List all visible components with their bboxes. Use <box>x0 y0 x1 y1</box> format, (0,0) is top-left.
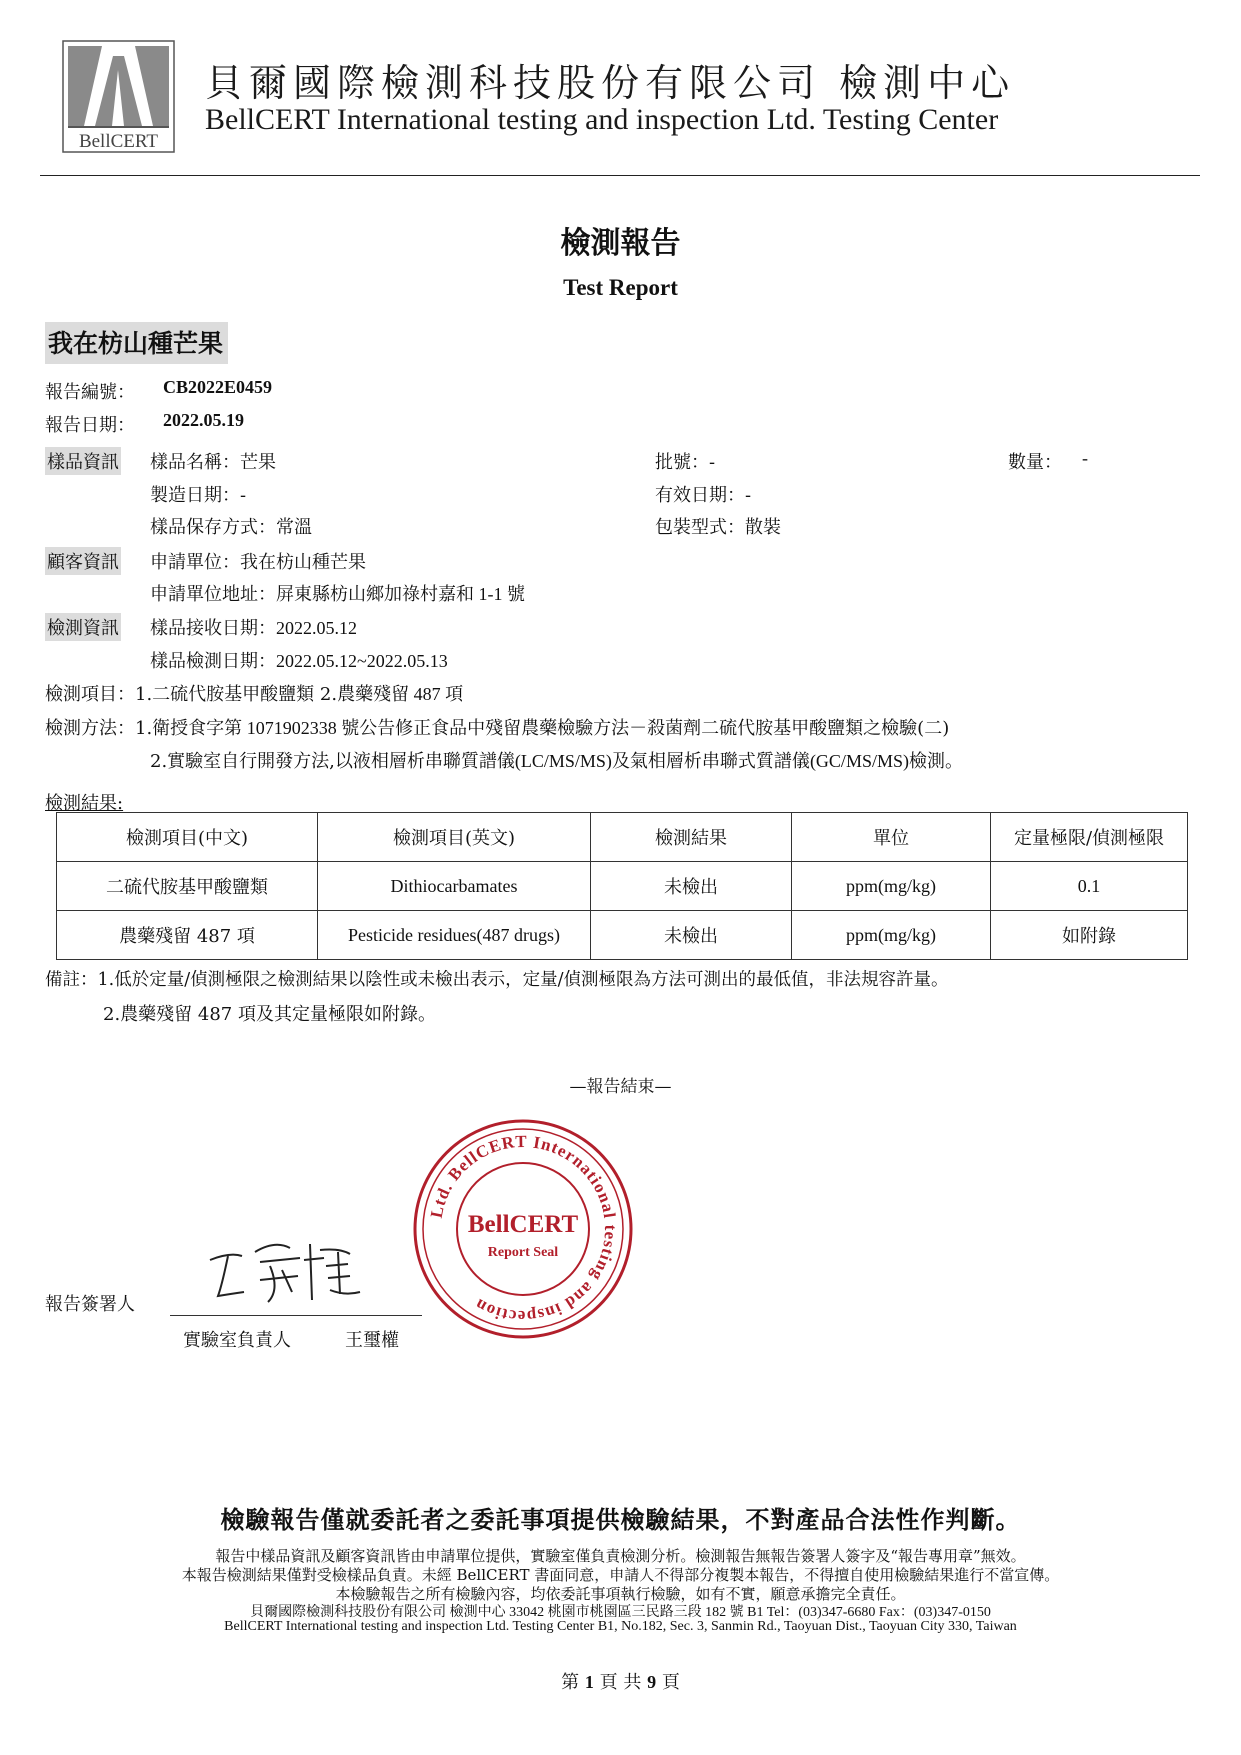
test-date <box>150 647 448 673</box>
svg-text:BellCERT: BellCERT <box>467 1211 579 1238</box>
table-cell: 農藥殘留 487 項 <box>57 911 318 960</box>
signature-line <box>170 1315 422 1316</box>
report-number-label: 報告編號： <box>45 382 135 403</box>
applicant-address-label: 申請單位地址：屏東縣枋山鄉加祿村嘉和 <box>150 584 474 605</box>
footer-line-1: 報告中樣品資訊及顧客資訊皆由申請單位提供，實驗室僅負責檢測分析。檢測報告無報告簽署人簽字及“報告專用章”無效。 <box>215 1547 1026 1565</box>
sample-batch: 批號：- <box>655 452 716 473</box>
table-cell: ppm(mg/kg) <box>792 911 991 960</box>
company-name-cn: 貝爾國際檢測科技股份有限公司 檢測中心 <box>205 61 1016 105</box>
company-name-en: BellCERT International testing and inspection Ltd. Testing Center <box>205 103 999 136</box>
page-total: 9 <box>647 1672 657 1692</box>
report-end-marker: —報告結束— <box>569 1077 672 1097</box>
applicant-address <box>150 580 525 606</box>
signer-name: 王璽權 <box>345 1330 399 1351</box>
signer-role: 實驗室負責人 <box>183 1330 291 1351</box>
method-2-gcms: (GC/MS/MS) <box>809 751 909 771</box>
page-suffix: 頁 <box>661 1672 680 1693</box>
footer-line-2: 本報告檢測結果僅對受檢樣品負責。未經 BellCERT 書面同意，申請人不得部分複製本報告，不得擅自使用檢驗結果進行不當宣傳。 <box>181 1566 1060 1584</box>
applicant-unit: 申請單位：我在枋山種芒果 <box>150 552 366 573</box>
expiry-date: 有效日期：- <box>655 485 752 506</box>
page-prefix: 第 <box>561 1672 580 1693</box>
test-method-line-2 <box>150 747 963 773</box>
test-method-rest: 號公告修正食品中殘留農藥檢驗方法－殺菌劑二硫代胺基甲酸鹽類之檢驗(二) <box>341 718 950 739</box>
sample-quantity-value: - <box>1082 448 1088 468</box>
report-seal <box>412 1118 634 1340</box>
receive-date <box>150 614 357 640</box>
note-1: 備註：1.低於定量/偵測極限之檢測結果以陰性或未檢出表示，定量/偵測極限為方法可測出的最低值，非法規容許量。 <box>45 970 949 990</box>
page-middle: 頁 共 <box>599 1672 642 1693</box>
svg-text:BellCERT: BellCERT <box>78 131 159 152</box>
receive-date-value: 2022.05.12 <box>276 618 357 638</box>
test-date-value: 2022.05.12~2022.05.13 <box>276 651 448 671</box>
column-header: 檢測結果 <box>591 813 792 862</box>
sample-info-section: 樣品資訊 <box>45 447 121 475</box>
logo-mark-icon <box>62 40 175 153</box>
report-title-cn: 檢測報告 <box>560 226 681 261</box>
report-date-label: 報告日期： <box>45 415 135 436</box>
column-header: 單位 <box>792 813 991 862</box>
method-2-part-a: 2.實驗室自行開發方法,以液相層析串聯質譜儀 <box>150 751 515 772</box>
table-cell: 未檢出 <box>591 911 792 960</box>
report-number-value: CB2022E0459 <box>163 377 273 397</box>
method-2-part-e: 檢測。 <box>908 751 963 772</box>
sample-quantity-label: 數量： <box>1008 452 1062 473</box>
table-cell: 未檢出 <box>591 862 792 911</box>
test-method-label: 檢測方法：1.衛授食字第 <box>45 718 243 739</box>
table-cell: Pesticide residues(487 drugs) <box>318 911 591 960</box>
report-title-en: Test Report <box>563 275 678 300</box>
method-2-part-c: 及氣相層析串聯式質譜儀 <box>611 751 810 772</box>
table-cell: 0.1 <box>991 862 1188 911</box>
customer-info-section: 顧客資訊 <box>45 547 121 575</box>
test-date-label: 樣品檢測日期： <box>150 651 276 672</box>
test-method-doc-number: 1071902338 <box>242 718 342 738</box>
handwritten-signature <box>200 1230 370 1310</box>
applicant-address-number: 1-1 號 <box>474 584 525 604</box>
table-row <box>57 862 1188 911</box>
test-items-label: 檢測項目：1.二硫代胺基甲酸鹽類 2.農藥殘留 <box>45 684 410 705</box>
note-2: 2.農藥殘留 487 項及其定量極限如附錄。 <box>103 1004 436 1025</box>
legal-disclaimer: 檢驗報告僅就委託者之委託事項提供檢驗結果，不對產品合法性作判斷。 <box>220 1505 1021 1534</box>
test-method-line-1 <box>45 714 949 740</box>
page-number <box>0 1668 1241 1694</box>
table-cell: 二硫代胺基甲酸鹽類 <box>57 862 318 911</box>
footer-line-4: 貝爾國際檢測科技股份有限公司 檢測中心 33042 桃園市桃園區三民路三段 182 號 B1 Tel：(03)347-6680 Fax：(03)347-0150 <box>250 1605 991 1620</box>
results-table <box>56 812 1188 960</box>
table-cell: ppm(mg/kg) <box>792 862 991 911</box>
signer-label: 報告簽署人 <box>45 1294 135 1315</box>
test-items-tail: 項 <box>445 684 464 705</box>
page-current: 1 <box>584 1672 594 1692</box>
manufacture-date: 製造日期：- <box>150 485 247 506</box>
testing-info-section: 檢測資訊 <box>45 613 121 641</box>
table-cell: Dithiocarbamates <box>318 862 591 911</box>
company-logo <box>62 40 175 153</box>
svg-text:Report Seal: Report Seal <box>487 1245 559 1260</box>
svg-text:Ltd. BellCERT International te: Ltd. BellCERT International testing and inspection <box>426 1131 621 1327</box>
column-header: 檢測項目(中文) <box>57 813 318 862</box>
footer-line-5: BellCERT International testing and inspection Ltd. Testing Center B1, No.182, Sec. 3, Sanmin Rd., Taoyuan Dist., Taoyuan City 330, Taiwan <box>224 1619 1017 1634</box>
table-cell: 如附錄 <box>991 911 1188 960</box>
column-header: 定量極限/偵測極限 <box>991 813 1188 862</box>
test-items-line <box>45 680 463 706</box>
seal-stamp-icon <box>412 1118 634 1340</box>
receive-date-label: 樣品接收日期： <box>150 618 276 639</box>
client-name: 我在枋山種芒果 <box>45 322 228 364</box>
footer-line-3: 本檢驗報告之所有檢驗內容，均依委託事項執行檢驗，如有不實，願意承擔完全責任。 <box>335 1585 906 1603</box>
table-header-row <box>57 813 1188 862</box>
results-title: 檢測結果: <box>45 793 124 814</box>
storage-method: 樣品保存方式：常溫 <box>150 517 312 538</box>
test-items-count: 487 <box>409 684 446 704</box>
column-header: 檢測項目(英文) <box>318 813 591 862</box>
header-divider <box>40 175 1200 176</box>
method-2-lcms: (LC/MS/MS) <box>514 751 612 771</box>
sample-name: 樣品名稱：芒果 <box>150 452 276 473</box>
report-date-value: 2022.05.19 <box>163 410 244 430</box>
table-row <box>57 911 1188 960</box>
packaging-type: 包裝型式：散裝 <box>655 517 781 538</box>
